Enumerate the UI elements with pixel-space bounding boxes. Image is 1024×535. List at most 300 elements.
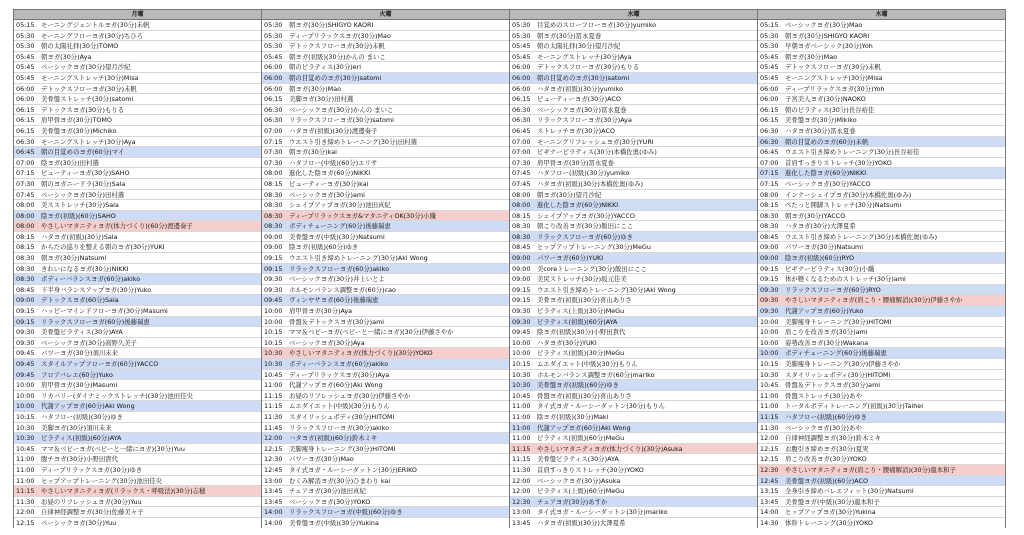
class-time: 07:15: [264, 137, 283, 146]
class-time: 14:00: [264, 518, 283, 527]
class-row: [758, 168, 1005, 179]
class-row: [14, 105, 261, 116]
class-time: 10:15: [264, 338, 283, 347]
class-row: [14, 20, 261, 31]
class-name: 美骨盤ヨガ(30分)Mikiko: [785, 116, 857, 125]
class-name: 美脚痩身トレーニング(30分)HITOMI: [289, 444, 396, 453]
class-time: 08:15: [264, 179, 283, 188]
class-name: 陰ヨガ(初級)(60分)SAHO: [41, 211, 116, 220]
class-row: [758, 232, 1005, 243]
class-name: ビギナーピラティス(30分)本橋佐奥(ゆみ): [537, 148, 657, 157]
class-time: 07:30: [16, 179, 35, 188]
class-name: 朝ヨガ(30分)冨永夏巻: [537, 31, 602, 40]
class-row: [14, 433, 261, 444]
class-row: [758, 41, 1005, 52]
class-time: 05:45: [512, 52, 531, 61]
class-row: [14, 348, 261, 359]
class-time: 12:45: [264, 465, 283, 474]
class-row: [14, 391, 261, 402]
class-time: 10:45: [512, 391, 531, 400]
class-time: 09:45: [16, 349, 35, 358]
class-name: ホルモンバランス調整ヨガ(60分)cao: [289, 285, 396, 294]
class-time: 06:00: [512, 73, 531, 82]
class-row: [262, 31, 509, 42]
class-row: [262, 73, 509, 84]
class-name: ハタヨガ(初級)(30分)大澤夏希: [537, 518, 626, 527]
class-time: 07:00: [264, 126, 283, 135]
class-row: [758, 401, 1005, 412]
class-name: 代謝アップヨガ(60分)Yuko: [785, 307, 864, 316]
class-name: ヒップアップトレーニング(30分)MeGu: [537, 243, 651, 252]
class-row: [758, 62, 1005, 73]
class-name: ビューティーヨガ(30分)ACO: [537, 95, 621, 104]
class-row: [510, 52, 757, 63]
class-time: 10:30: [16, 434, 35, 443]
class-time: 06:00: [264, 84, 283, 93]
class-row: [14, 137, 261, 148]
class-row: [262, 94, 509, 105]
class-name: ハタヨガ(初級)(30分)本橋佐奥(ゆみ): [537, 179, 644, 188]
class-name: ヒップアップヨガ(30分)Yukina: [785, 508, 876, 517]
class-time: 09:45: [16, 370, 35, 379]
class-time: 11:15: [264, 402, 283, 411]
class-row: [14, 295, 261, 306]
class-name: 朝ヨガ(初級)(30分)かんの まいこ: [289, 52, 386, 61]
class-time: 06:00: [512, 84, 531, 93]
class-time: 09:15: [760, 264, 779, 273]
class-row: [510, 137, 757, 148]
class-time: 12:30: [760, 465, 779, 474]
class-time: 09:30: [264, 275, 283, 284]
class-name: 体幹トレーニング(30分)YOKO: [785, 518, 873, 527]
class-row: [262, 391, 509, 402]
class-time: 07:30: [264, 158, 283, 167]
class-time: 07:00: [760, 158, 779, 167]
class-time: 06:15: [16, 116, 35, 125]
class-name: トータルボディトレーニング(初級)(30分)Taihei: [785, 402, 924, 411]
class-row: [262, 454, 509, 465]
class-time: 12:00: [264, 434, 283, 443]
class-row: [758, 391, 1005, 402]
class-time: 09:00: [512, 254, 531, 263]
day-column: [14, 10, 262, 528]
class-row: [758, 105, 1005, 116]
class-time: 05:30: [16, 42, 35, 51]
class-name: リラックスフローヨガ(60分)後藤瑞恵: [41, 317, 150, 326]
class-time: 06:00: [760, 95, 779, 104]
class-name: 美coreトレーニング(30分)飯田にここ: [537, 264, 647, 273]
class-row: [262, 317, 509, 328]
class-time: 14:00: [760, 508, 779, 517]
class-name: デトックスフローヨガ(30分)未帆: [785, 63, 881, 72]
class-time: 06:00: [760, 84, 779, 93]
class-time: 12:15: [760, 444, 779, 453]
class-row: [758, 317, 1005, 328]
class-name: 美脚痩身トレーニング(30分)HITOMI: [785, 317, 892, 326]
class-time: 06:15: [760, 116, 779, 125]
class-row: [758, 348, 1005, 359]
class-name: ビューティーヨガ(30分)SAHO: [41, 169, 130, 178]
class-row: [262, 370, 509, 381]
class-time: 07:15: [16, 169, 35, 178]
class-row: [262, 327, 509, 338]
class-row: [758, 412, 1005, 423]
class-name: ピラティス(初級)(60分)AYA: [537, 317, 618, 326]
class-name: シェイプアップヨガ(30分)池田真紀: [289, 201, 391, 210]
class-time: 11:30: [16, 497, 35, 506]
class-time: 06:00: [16, 95, 35, 104]
class-name: ハタヨガ(初級)(30分)渡邊奏子: [289, 126, 378, 135]
class-time: 10:30: [264, 349, 283, 358]
class-time: 12:00: [760, 434, 779, 443]
class-row: [510, 62, 757, 73]
class-time: 11:45: [264, 423, 283, 432]
class-name: タイ式ヨガ・ルーシーダットン(30分)もりん: [537, 402, 665, 411]
class-name: ハタヨガ(初級)(30分)yumiko: [537, 84, 624, 93]
class-time: 09:30: [760, 296, 779, 305]
class-time: 12:15: [16, 518, 35, 527]
class-name: 美スストレッチ(30分)Sala: [41, 201, 119, 210]
class-row: [262, 105, 509, 116]
class-time: 10:45: [264, 370, 283, 379]
class-name: 代謝アップヨガ(60分)Aki Wong: [289, 381, 383, 390]
class-time: 08:00: [512, 201, 531, 210]
class-name: ハタフロー(初級)(30分)ゆき: [41, 412, 124, 421]
class-list: [262, 20, 509, 528]
class-name: 首肩すっきりストレッチ(30分)YOKO: [785, 158, 892, 167]
class-row: [758, 200, 1005, 211]
class-name: ディープリラックスヨガ(30分)Yoh: [785, 84, 885, 93]
class-time: 05:30: [264, 31, 283, 40]
class-time: 05:45: [512, 42, 531, 51]
class-name: リラックスフローヨガ(30分)Aya: [537, 116, 632, 125]
class-row: [510, 465, 757, 476]
class-time: 08:00: [512, 190, 531, 199]
class-name: ベーシックヨガ(30分)井上いとよ: [289, 275, 385, 284]
class-time: 08:30: [264, 211, 283, 220]
class-name: モーニングストレッチ(30分)Misa: [41, 73, 139, 82]
class-name: モーニングフローヨガ(30分)ちひろ: [41, 31, 144, 40]
class-time: 09:30: [760, 307, 779, 316]
class-time: 06:30: [760, 126, 779, 135]
class-row: [14, 285, 261, 296]
class-time: 08:45: [760, 232, 779, 241]
class-name: パワーヨガ(30分)須川未来: [41, 349, 119, 358]
class-time: 08:00: [16, 222, 35, 231]
class-name: 代謝アップヨガ(60分)Aki Wong: [41, 402, 135, 411]
class-time: 09:00: [264, 243, 283, 252]
class-row: [14, 327, 261, 338]
class-name: ムエダイエット(中級)(30分)もりん: [289, 402, 390, 411]
class-row: [14, 465, 261, 476]
class-time: 09:30: [264, 285, 283, 294]
class-row: [758, 242, 1005, 253]
class-name: やさしいマタニティヨガ(肩こり・腰痛解消)(30分)伊藤さやか: [785, 296, 963, 305]
class-name: スタイルアップフローヨガ(60分)YACCO: [41, 360, 159, 368]
class-name: 姿勢改善ヨガ(30分)Wakana: [785, 338, 869, 347]
class-row: [262, 52, 509, 63]
class-name: 美脚痩身トレーニング(30分)伊藤さやか: [785, 360, 901, 368]
class-time: 13:00: [512, 508, 531, 517]
class-time: 10:00: [760, 328, 779, 337]
day-column: [758, 10, 1006, 528]
class-name: 子宮美人ヨガ(30分)NAOKO: [785, 95, 866, 104]
class-row: [510, 253, 757, 264]
class-name: ベーシックヨガ(30分)YACCO: [785, 179, 871, 188]
class-name: 朝の目覚めのヨガ(30分)satomi: [537, 73, 630, 82]
day-header: 木曜: [758, 10, 1005, 20]
class-time: 05:45: [760, 52, 779, 61]
class-row: [262, 380, 509, 391]
class-name: ディープリラックスヨガ(30分)Mao: [289, 31, 391, 40]
class-name: フロアバレエ(60分)Yuko: [41, 370, 113, 379]
class-row: [758, 338, 1005, 349]
class-name: インナーシェイプヨガ(30分)本橋佐奥(ゆみ): [785, 190, 912, 199]
class-row: [510, 200, 757, 211]
class-time: 08:30: [512, 222, 531, 231]
class-time: 14:00: [264, 508, 283, 517]
class-name: ボディチューニング(60分)後藤瑞恵: [785, 349, 887, 358]
class-name: ビューティーヨガ(30分)kai: [289, 179, 369, 188]
class-row: [758, 73, 1005, 84]
class-name: 美骨盤ヨガ(初級)(60分)ACO: [785, 476, 868, 485]
class-row: [262, 507, 509, 518]
class-name: リラックスフローヨガ(30分)satomi: [289, 116, 394, 125]
class-row: [262, 348, 509, 359]
class-name: ベーシックヨガ(30分)Yuu: [41, 518, 117, 527]
class-time: 10:00: [16, 402, 35, 411]
class-row: [510, 264, 757, 275]
class-name: お昼のリフレッシュヨガ(30分)伊藤さやか: [289, 391, 411, 400]
class-time: 09:15: [760, 275, 779, 284]
class-row: [14, 486, 261, 497]
class-time: 08:00: [16, 201, 35, 210]
class-name: ママ＆ベビーヨガ(ベビーと一緒にヨガ)(30分)伊藤さやか: [289, 328, 454, 337]
class-time: 10:00: [760, 338, 779, 347]
class-name: ムエダイエット(中級)(30分)もりん: [537, 360, 638, 368]
class-time: 07:45: [512, 179, 531, 188]
class-time: 13:45: [264, 487, 283, 496]
class-row: [14, 380, 261, 391]
class-time: 05:45: [760, 63, 779, 72]
class-row: [262, 126, 509, 137]
class-row: [758, 264, 1005, 275]
class-row: [14, 73, 261, 84]
class-name: 肩甲骨ヨガ(30分)Aya: [289, 307, 353, 316]
class-time: 12:00: [16, 508, 35, 517]
class-name: タイ式ヨガ・ルーシーダットン(30分)ERIKO: [289, 465, 417, 474]
class-time: 11:15: [264, 391, 283, 400]
class-row: [758, 454, 1005, 465]
class-time: 08:15: [760, 201, 779, 210]
class-row: [510, 317, 757, 328]
class-time: 06:45: [760, 148, 779, 157]
class-time: 11:00: [512, 434, 531, 443]
class-name: 美骨盤ヨガ(中級)(30分)Yukina: [289, 518, 379, 527]
class-row: [758, 253, 1005, 264]
class-name: リラックスフローヨガ(60分)akiko: [289, 264, 389, 273]
class-name: 美脚ヨガ(30分)須川未来: [41, 423, 112, 432]
class-row: [262, 20, 509, 31]
class-time: 06:00: [264, 63, 283, 72]
class-time: 07:15: [760, 179, 779, 188]
class-time: 08:30: [512, 232, 531, 241]
class-row: [510, 338, 757, 349]
class-row: [510, 401, 757, 412]
class-time: 09:00: [760, 243, 779, 252]
class-row: [14, 31, 261, 42]
class-name: ピラティス(初級)(60分)MeGu: [537, 434, 625, 443]
class-time: 11:00: [760, 391, 779, 400]
class-time: 09:45: [16, 360, 35, 368]
class-row: [510, 41, 757, 52]
class-time: 05:15: [760, 21, 779, 29]
class-name: 朝の目覚めのヨガ(60分)未帆: [785, 137, 869, 146]
class-row: [510, 359, 757, 370]
class-time: 10:45: [760, 381, 779, 390]
class-time: 06:30: [512, 116, 531, 125]
class-row: [262, 486, 509, 497]
class-time: 11:00: [264, 381, 283, 390]
class-time: 06:15: [760, 105, 779, 114]
class-name: 下半身バランスアップヨガ(30分)Yuko: [41, 285, 152, 294]
class-name: デトックスヨガ(60分)Sala: [41, 296, 119, 305]
class-name: やさしいマタニティヨガ(体力づくり)(30分)Asuka: [537, 444, 683, 453]
class-name: 美骨盤ストレッチ(30分)satomi: [41, 95, 134, 104]
class-time: 08:30: [16, 254, 35, 263]
class-row: [262, 465, 509, 476]
class-time: 11:30: [760, 423, 779, 432]
class-name: ハタフロー(初級)(30分)yumiko: [537, 169, 630, 178]
class-row: [758, 486, 1005, 497]
class-row: [14, 497, 261, 508]
class-row: [510, 380, 757, 391]
class-name: リラックスフローヨガ(60分)RYO: [785, 285, 881, 294]
class-row: [510, 486, 757, 497]
class-time: 08:30: [16, 275, 35, 284]
class-name: モーニングストレッチ(30分)Misa: [785, 73, 883, 82]
class-time: 11:00: [512, 423, 531, 432]
class-time: 09:30: [760, 285, 779, 294]
class-time: 05:30: [760, 31, 779, 40]
class-time: 08:15: [16, 243, 35, 252]
class-time: 05:45: [16, 63, 35, 72]
class-row: [758, 370, 1005, 381]
class-name: ストレッチヨガ(30分)ACO: [537, 126, 615, 135]
class-row: [262, 190, 509, 201]
class-time: 05:30: [264, 21, 283, 29]
class-name: ヒップアップトレーニング(30分)池田佳央: [41, 476, 162, 485]
class-name: モーニングストレッチ(30分)Aya: [537, 52, 632, 61]
class-row: [758, 306, 1005, 317]
class-name: ピラティス(上級)(60分)MeGu: [537, 487, 625, 496]
class-time: 12:15: [760, 455, 779, 464]
class-name: ウエスト引き締めトレーニング(30分)Aki Wong: [289, 254, 428, 263]
class-name: 陰ヨガ(初級)(60分)RYO: [785, 254, 855, 263]
class-time: 12:00: [512, 487, 531, 496]
class-name: 朝ヨガ(30分)Natsumi: [41, 254, 107, 263]
class-row: [14, 168, 261, 179]
class-time: 06:30: [264, 116, 283, 125]
class-time: 09:30: [16, 338, 35, 347]
class-time: 06:30: [760, 137, 779, 146]
class-row: [262, 518, 509, 528]
class-row: [510, 126, 757, 137]
class-time: 10:30: [760, 370, 779, 379]
class-time: 11:00: [512, 412, 531, 421]
class-row: [14, 232, 261, 243]
class-row: [758, 423, 1005, 434]
class-row: [758, 179, 1005, 190]
class-time: 10:30: [16, 423, 35, 432]
class-row: [262, 221, 509, 232]
class-row: [510, 179, 757, 190]
class-name: やさしいマタニティヨガ(体力づくり)(30分)YOKO: [289, 349, 433, 358]
class-name: 朝ヨガ(30分)望月沙紀: [537, 190, 602, 199]
class-name: やさしいマタニティヨガ(体力づくり)(60分)渡邊奏子: [41, 222, 193, 231]
class-time: 09:15: [16, 317, 35, 326]
class-time: 10:45: [16, 444, 35, 453]
class-row: [14, 158, 261, 169]
class-name: ウエスト引き締めトレーニング(30分)長谷裕佳: [785, 148, 920, 157]
class-row: [262, 84, 509, 95]
class-row: [510, 190, 757, 201]
class-name: 美骨盤ヨガ(中級)(30分)Natsumi: [289, 232, 385, 241]
class-row: [262, 401, 509, 412]
class-row: [510, 73, 757, 84]
class-row: [758, 158, 1005, 169]
class-name: 朝の目覚めのヨガ(30分)satomi: [289, 73, 382, 82]
class-time: 09:00: [16, 296, 35, 305]
class-row: [262, 232, 509, 243]
class-row: [14, 306, 261, 317]
class-time: 09:30: [512, 307, 531, 316]
class-row: [14, 412, 261, 423]
class-row: [758, 137, 1005, 148]
class-row: [262, 338, 509, 349]
class-name: ボディーバランスヨガ(60分)akiko: [289, 360, 389, 368]
class-row: [14, 94, 261, 105]
class-name: ピラティス(上級)(30分)MeGu: [537, 307, 625, 316]
class-row: [510, 518, 757, 528]
class-name: 陰ヨガ(初級)(30分)小野田貴代: [537, 328, 626, 337]
class-name: やさしいマタニティヨガ(肩こり・腰痛解消)(30分)龍本和子: [785, 465, 956, 474]
class-time: 05:30: [760, 42, 779, 51]
class-name: ベーシックヨガ(30分)望月沙紀: [41, 63, 131, 72]
class-row: [758, 497, 1005, 508]
class-name: 朝の太陽礼拝(30分)TOMO: [41, 42, 119, 51]
class-row: [510, 115, 757, 126]
class-name: 朝の目覚めのヨガ(60分)マイ: [41, 148, 125, 157]
class-time: 06:15: [16, 126, 35, 135]
class-name: ディープリラックスヨガ&マタニティOK(30分)小織: [289, 211, 436, 220]
day-column: [510, 10, 758, 528]
schedule-sheet: [13, 9, 1006, 528]
class-row: [510, 306, 757, 317]
class-row: [510, 423, 757, 434]
class-name: 美骨盤ヨガ(30分)Michiko: [41, 126, 117, 135]
class-name: リカバリー(ダイナミックストレッチ)(30分)池田佳央: [41, 391, 193, 400]
class-row: [758, 221, 1005, 232]
class-name: ビギナーピラティス(30分)小織: [785, 264, 875, 273]
class-name: 目覚めのスローフローヨガ(30分)yumiko: [537, 21, 657, 29]
class-name: リラックスフローヨガ(中級)(60分)ゆき: [289, 508, 403, 517]
class-time: 11:30: [512, 465, 531, 474]
class-time: 05:30: [512, 21, 531, 29]
class-list: [758, 20, 1005, 528]
class-time: 05:30: [264, 42, 283, 51]
class-time: 08:45: [512, 243, 531, 252]
